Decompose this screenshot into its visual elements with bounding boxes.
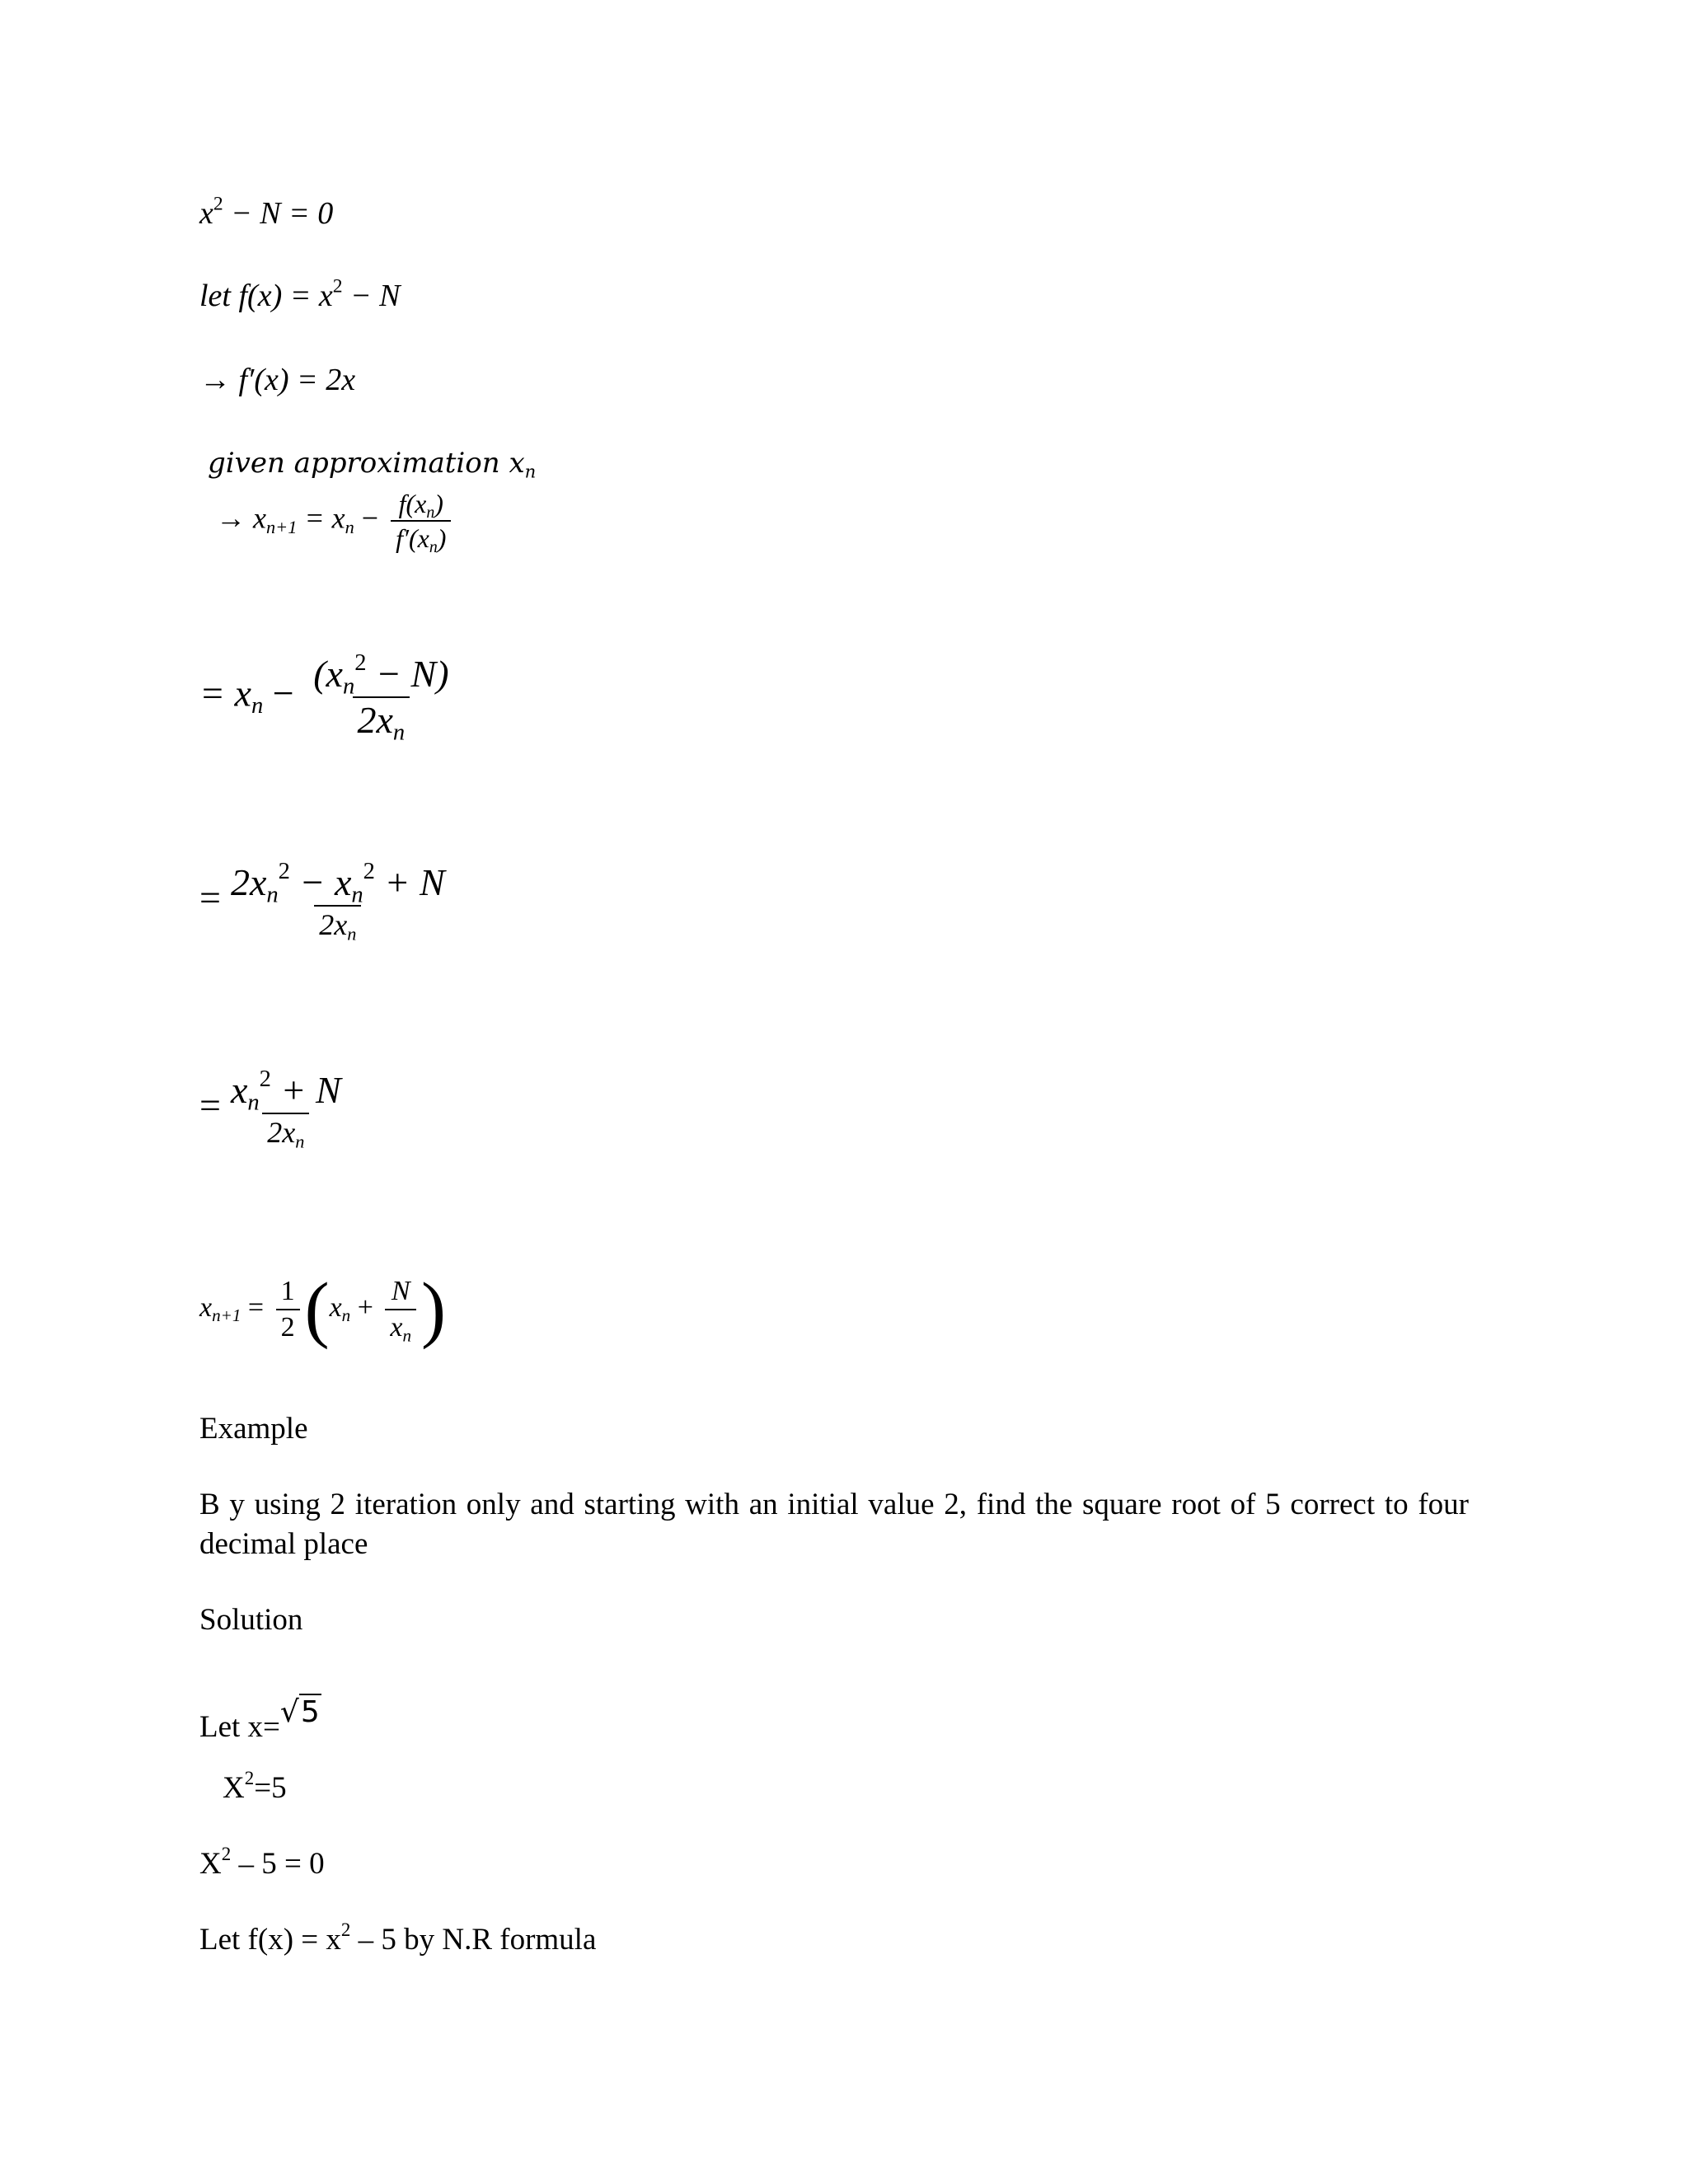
step1-den-sub: n: [392, 719, 406, 746]
eq2-exp: 2: [332, 275, 343, 298]
letf-rest: – 5 by N.R formula: [350, 1923, 597, 1957]
step1-num-text: (x: [313, 653, 343, 695]
final-eq: =: [241, 1291, 271, 1323]
eq1-exp: 2: [213, 193, 223, 215]
final-xn: x: [329, 1291, 342, 1323]
example-problem: B y using 2 iteration only and starting with an initial value 2, find the square root of 5 correct to four decimal place: [199, 1488, 1469, 1561]
newton-num-text: f(x: [398, 489, 427, 518]
step2-num-a-sub: n: [266, 882, 279, 908]
n-den-sub: n: [402, 1325, 412, 1346]
final-lhs: x: [199, 1291, 213, 1323]
newton-num-close: ): [434, 489, 443, 518]
newton-den-sub: n: [429, 537, 438, 556]
step2: [199, 859, 455, 944]
step1-num: [308, 650, 453, 700]
step1-num-rest: − N): [366, 653, 449, 695]
final-lhs-sub: n+1: [212, 1305, 241, 1326]
x-squared-minus-line: [199, 1844, 325, 1884]
step3: [199, 1066, 351, 1152]
approx-label: [208, 447, 537, 482]
step3-num-sub: n: [247, 1090, 260, 1116]
open-paren: (: [304, 1268, 330, 1350]
step2-den: [314, 905, 361, 944]
letf-pre: Let f(x) = x: [199, 1923, 341, 1957]
x-squared-eq-line: [223, 1769, 287, 1808]
step2-den-sub: n: [347, 923, 357, 944]
sqrt-five: √5: [279, 1695, 320, 1729]
solution-heading: Solution: [199, 1603, 303, 1637]
step2-num-b: − x: [289, 861, 352, 903]
step1: [199, 650, 459, 746]
step1-minus: −: [263, 672, 304, 715]
step3-pre: =: [199, 1084, 221, 1127]
step2-num-b-sub: n: [351, 882, 363, 908]
n-num: N: [391, 1276, 410, 1306]
step2-num: [226, 859, 450, 908]
newton-num-sub: n: [426, 503, 435, 522]
newton-num: [394, 490, 448, 520]
step1-fraction: [308, 650, 453, 746]
final-formula: [199, 1268, 447, 1350]
step1-pre-sub: n: [251, 693, 264, 719]
equation-x-squared: [199, 193, 334, 231]
eq1-lhs: x: [199, 196, 213, 231]
step1-num-sub: n: [342, 673, 355, 700]
step1-den-text: 2x: [357, 699, 393, 741]
equation-let-f: [199, 275, 401, 313]
x2m-exp: 2: [221, 1843, 232, 1864]
eq2-word: let: [199, 279, 239, 313]
step3-num-exp: 2: [259, 1066, 271, 1093]
eq2-rest: − N: [342, 279, 401, 313]
step2-pre: =: [199, 876, 221, 919]
let-x-line: [199, 1693, 321, 1747]
final-plus: +: [350, 1291, 381, 1323]
x2eq-base: X: [223, 1771, 245, 1805]
eq3-fpx: f′(x) = 2x: [238, 363, 356, 397]
n-over-xn-fraction: [385, 1276, 416, 1346]
arrow-icon: →: [199, 363, 239, 397]
step2-num-b-exp: 2: [363, 859, 375, 885]
step2-num-rest: + N: [374, 861, 445, 903]
approx-sub: n: [524, 461, 537, 482]
step3-den-text: 2x: [267, 1116, 296, 1149]
step3-fraction: [226, 1066, 346, 1152]
newton-den: [391, 520, 451, 556]
close-paren: ): [421, 1268, 447, 1350]
sqrt-radicand: 5: [300, 1695, 320, 1729]
n-den: [385, 1309, 416, 1346]
step3-den: [262, 1113, 309, 1152]
x2eq-rest: =5: [254, 1771, 287, 1805]
eq2-fx: f(x) = x: [238, 279, 333, 313]
x2m-rest: – 5 = 0: [231, 1847, 325, 1881]
eq1-rest: − N = 0: [223, 196, 334, 231]
step2-num-a: 2x: [230, 861, 267, 903]
example-heading: Example: [199, 1412, 308, 1446]
newton-lhs: → x: [216, 501, 266, 535]
step3-num-rest: + N: [270, 1069, 341, 1111]
newton-eq: = x: [297, 501, 345, 535]
equation-derivative: [199, 364, 355, 396]
newton-lhs-sub: n+1: [265, 516, 298, 537]
n-den-text: x: [390, 1312, 403, 1343]
half-num: 1: [280, 1276, 295, 1306]
newton-den-text: f′(x: [396, 523, 429, 553]
newton-formula: [216, 489, 456, 556]
step1-num-exp: 2: [354, 650, 367, 677]
x2eq-exp: 2: [244, 1767, 255, 1788]
newton-x-sub: n: [345, 516, 354, 537]
newton-minus: −: [354, 501, 387, 535]
step2-num-a-exp: 2: [278, 859, 290, 885]
newton-fraction: [391, 489, 451, 556]
step1-den: [353, 696, 410, 746]
x2m-base: X: [199, 1847, 222, 1881]
step3-den-sub: n: [295, 1131, 305, 1152]
step2-fraction: [226, 859, 450, 944]
half-fraction: [276, 1277, 300, 1342]
let-x-text: Let x=: [199, 1710, 280, 1744]
newton-den-close: ): [437, 523, 447, 553]
approx-label-text: given approximation x: [208, 447, 525, 480]
let-f-line: [199, 1920, 596, 1960]
step1-pre: = x: [199, 672, 251, 715]
letf-exp: 2: [340, 1919, 351, 1940]
half-den: 2: [276, 1309, 300, 1342]
step3-num: [226, 1066, 346, 1116]
final-xn-sub: n: [341, 1305, 351, 1326]
step3-num-text: x: [230, 1069, 248, 1111]
step2-den-text: 2x: [319, 908, 348, 941]
